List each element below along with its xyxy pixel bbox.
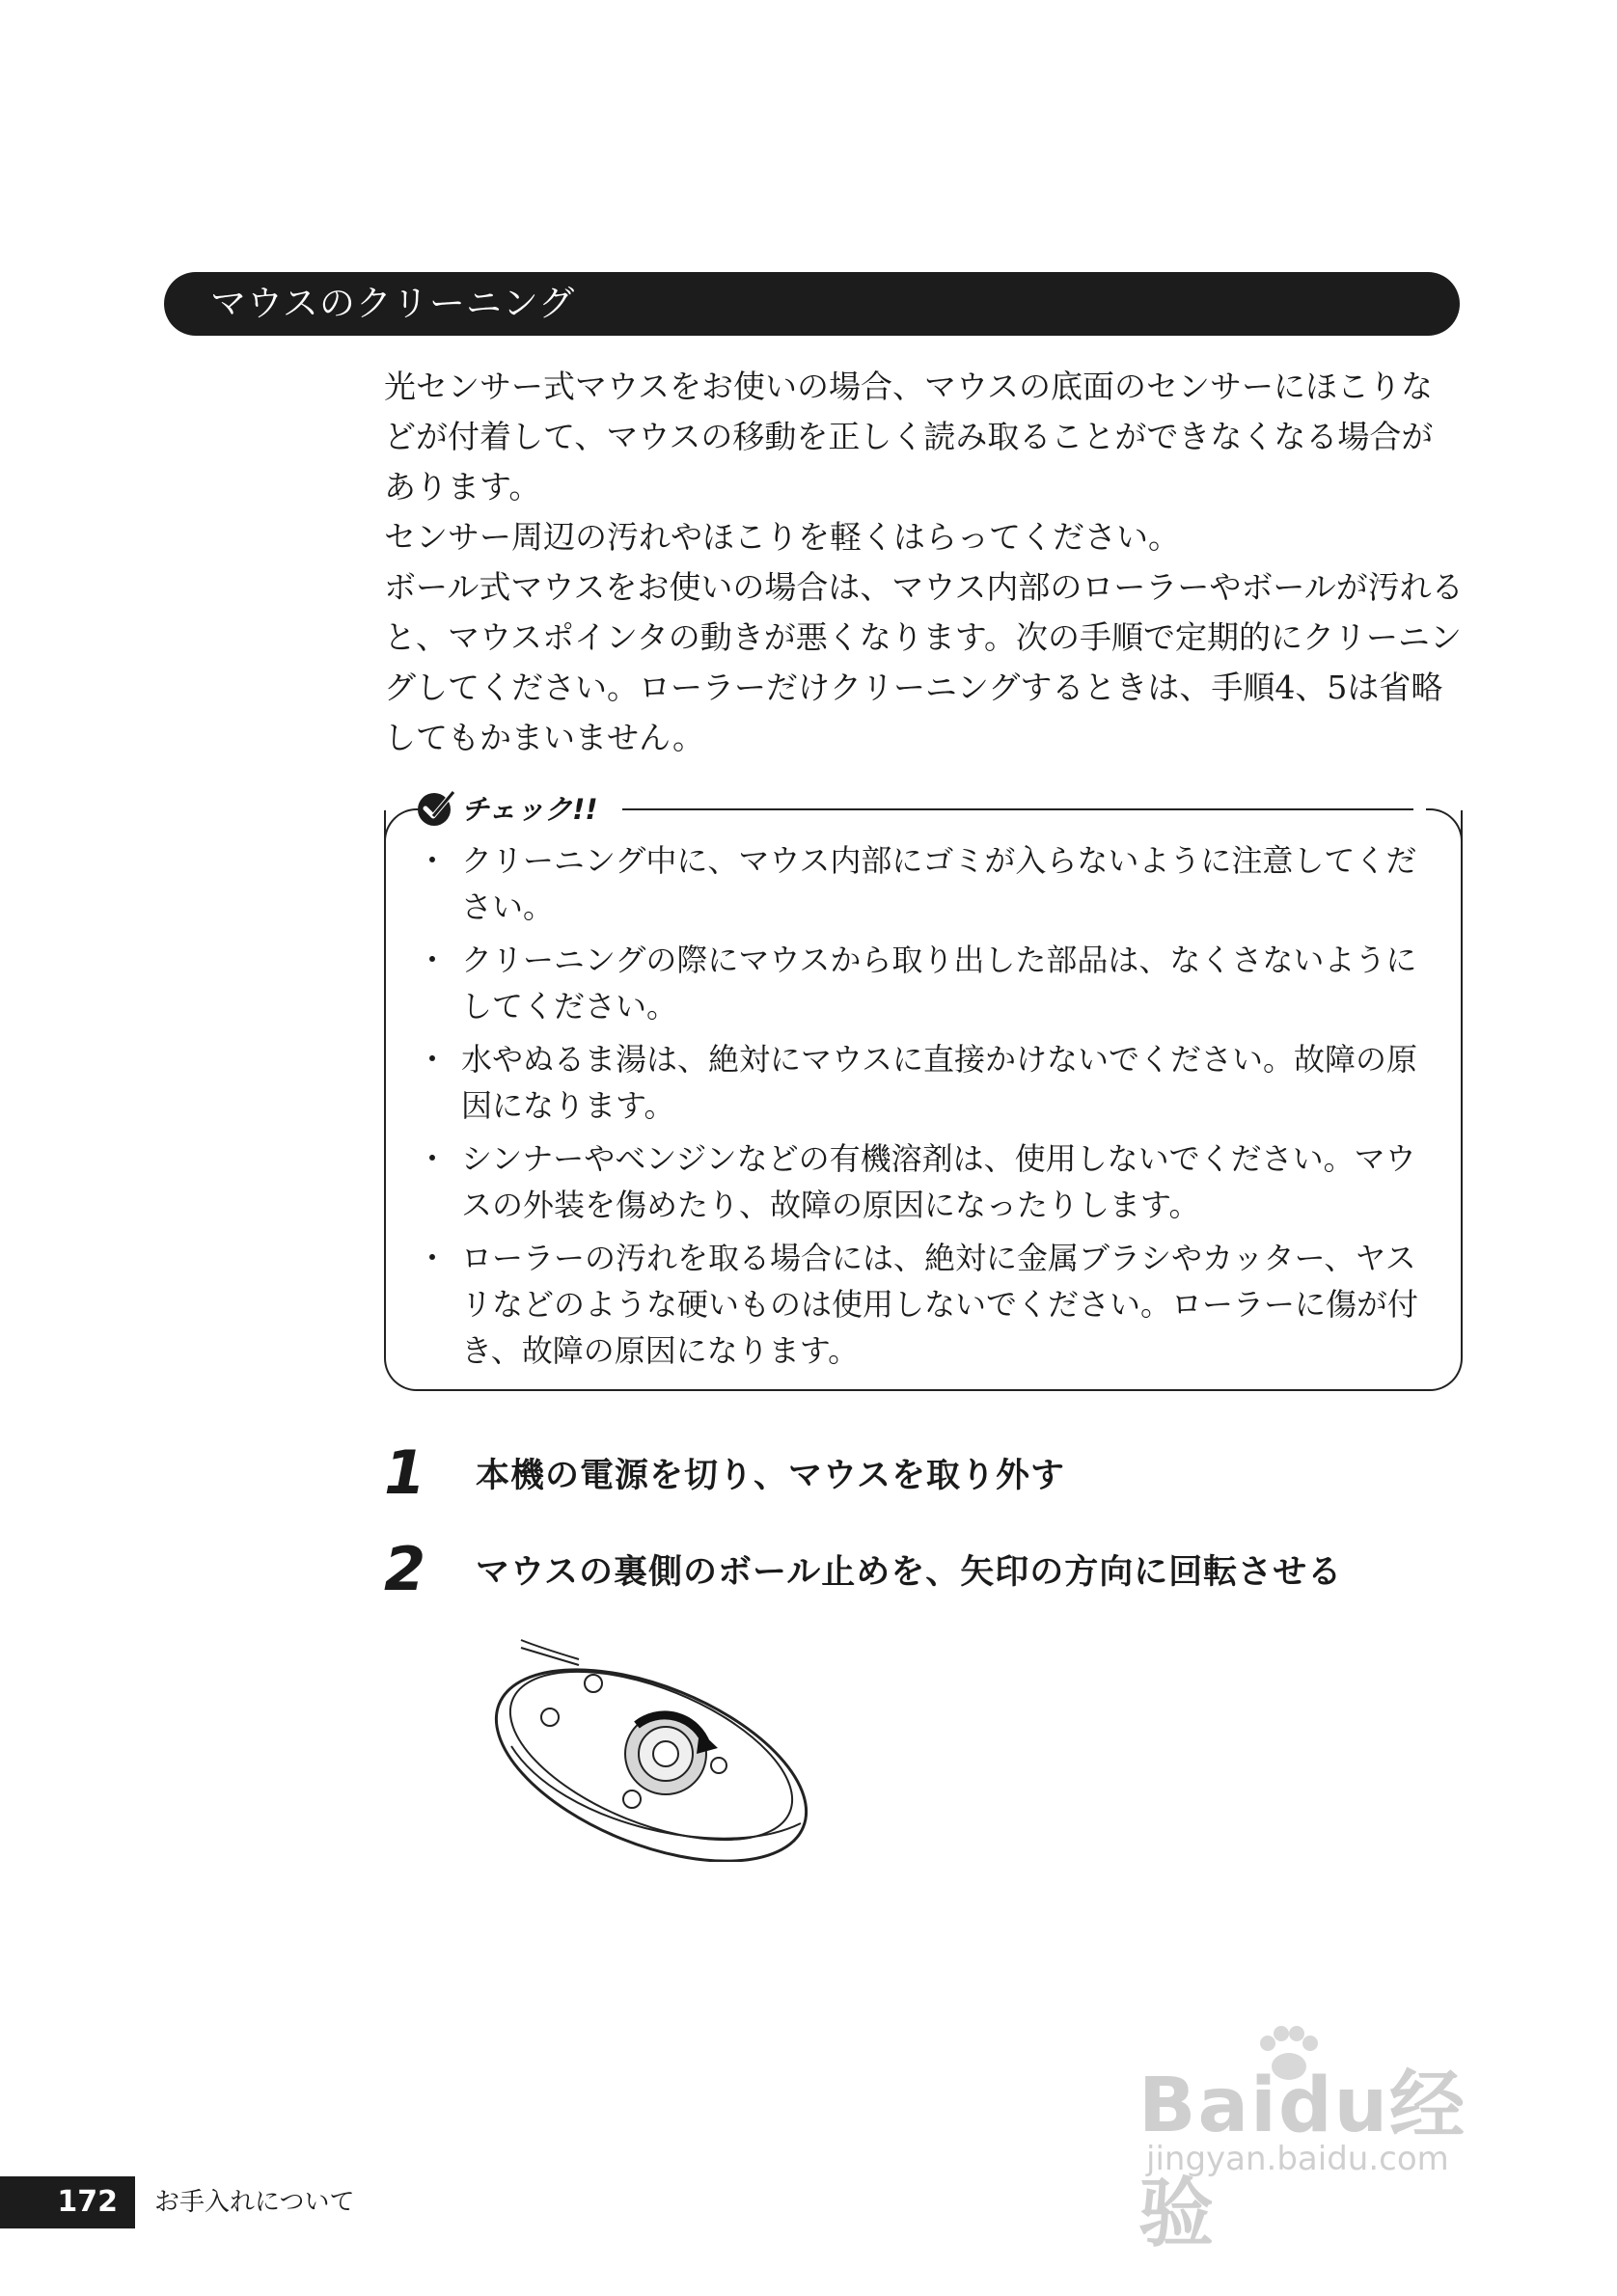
section-title: マウスのクリーニング	[210, 283, 576, 324]
step-2	[384, 1534, 1342, 1604]
step-number: 1	[384, 1437, 426, 1508]
chapter-title: お手入れについて	[154, 2188, 355, 2217]
bullet: ・	[417, 942, 449, 978]
check-list-item	[413, 837, 1426, 930]
intro-paragraph: センサー周辺の汚れやほこりを軽くはらってください。	[384, 518, 1180, 556]
section-header	[164, 272, 1460, 336]
watermark-url: jingyan.baidu.com	[1146, 2140, 1449, 2178]
check-list-item	[413, 1135, 1426, 1228]
step-text: 本機の電源を切り、マウスを取り外す	[476, 1456, 1065, 1495]
check-item-text: クリーニング中に、マウス内部にゴミが入らないように注意してください。	[461, 842, 1417, 925]
check-list-item	[413, 1036, 1426, 1129]
check-item-text: シンナーやベンジンなどの有機溶剤は、使用しないでください。マウスの外装を傷めたり、故障の原因になったりします。	[461, 1140, 1416, 1223]
bullet: ・	[417, 1240, 449, 1276]
step-number: 2	[384, 1534, 426, 1604]
check-label-text: チェック!!	[461, 792, 598, 826]
check-list	[413, 837, 1426, 1380]
bullet: ・	[417, 1140, 449, 1177]
intro-paragraph: 光センサー式マウスをお使いの場合、マウスの底面のセンサーにほこりなどが付着して、マウスの移動を正しく読み取ることができなくなる場合があります。	[384, 368, 1434, 506]
check-list-item	[413, 937, 1426, 1029]
intro-paragraph: ボール式マウスをお使いの場合は、マウス内部のローラーやボールが汚れると、マウスポインタの動きが悪くなります。次の手順で定期的にクリーニングしてください。ローラーだけクリーニングするときは、手順4、5は省略してもかまいません。	[384, 568, 1464, 756]
mouse-underside-illustration	[482, 1630, 820, 1862]
bullet: ・	[417, 842, 449, 879]
bullet: ・	[417, 1041, 449, 1078]
intro-text	[384, 362, 1465, 763]
check-list-item	[413, 1235, 1426, 1374]
check-item-text: クリーニングの際にマウスから取り出した部品は、なくさないようにしてください。	[461, 942, 1417, 1025]
check-item-text: 水やぬるま湯は、絶対にマウスに直接かけないでください。故障の原因になります。	[461, 1041, 1418, 1124]
step-text: マウスの裏側のボール止めを、矢印の方向に回転させる	[476, 1552, 1343, 1592]
watermark-brand: Baidu经验	[1138, 2063, 1467, 2257]
page-number: 172	[0, 2176, 135, 2228]
step-1	[384, 1437, 1065, 1508]
check-item-text: ローラーの汚れを取る場合には、絶対に金属ブラシやカッター、ヤスリなどのような硬いものは使用しないでください。ローラーに傷が付き、故障の原因になります。	[461, 1240, 1419, 1369]
watermark	[1138, 2026, 1544, 2257]
